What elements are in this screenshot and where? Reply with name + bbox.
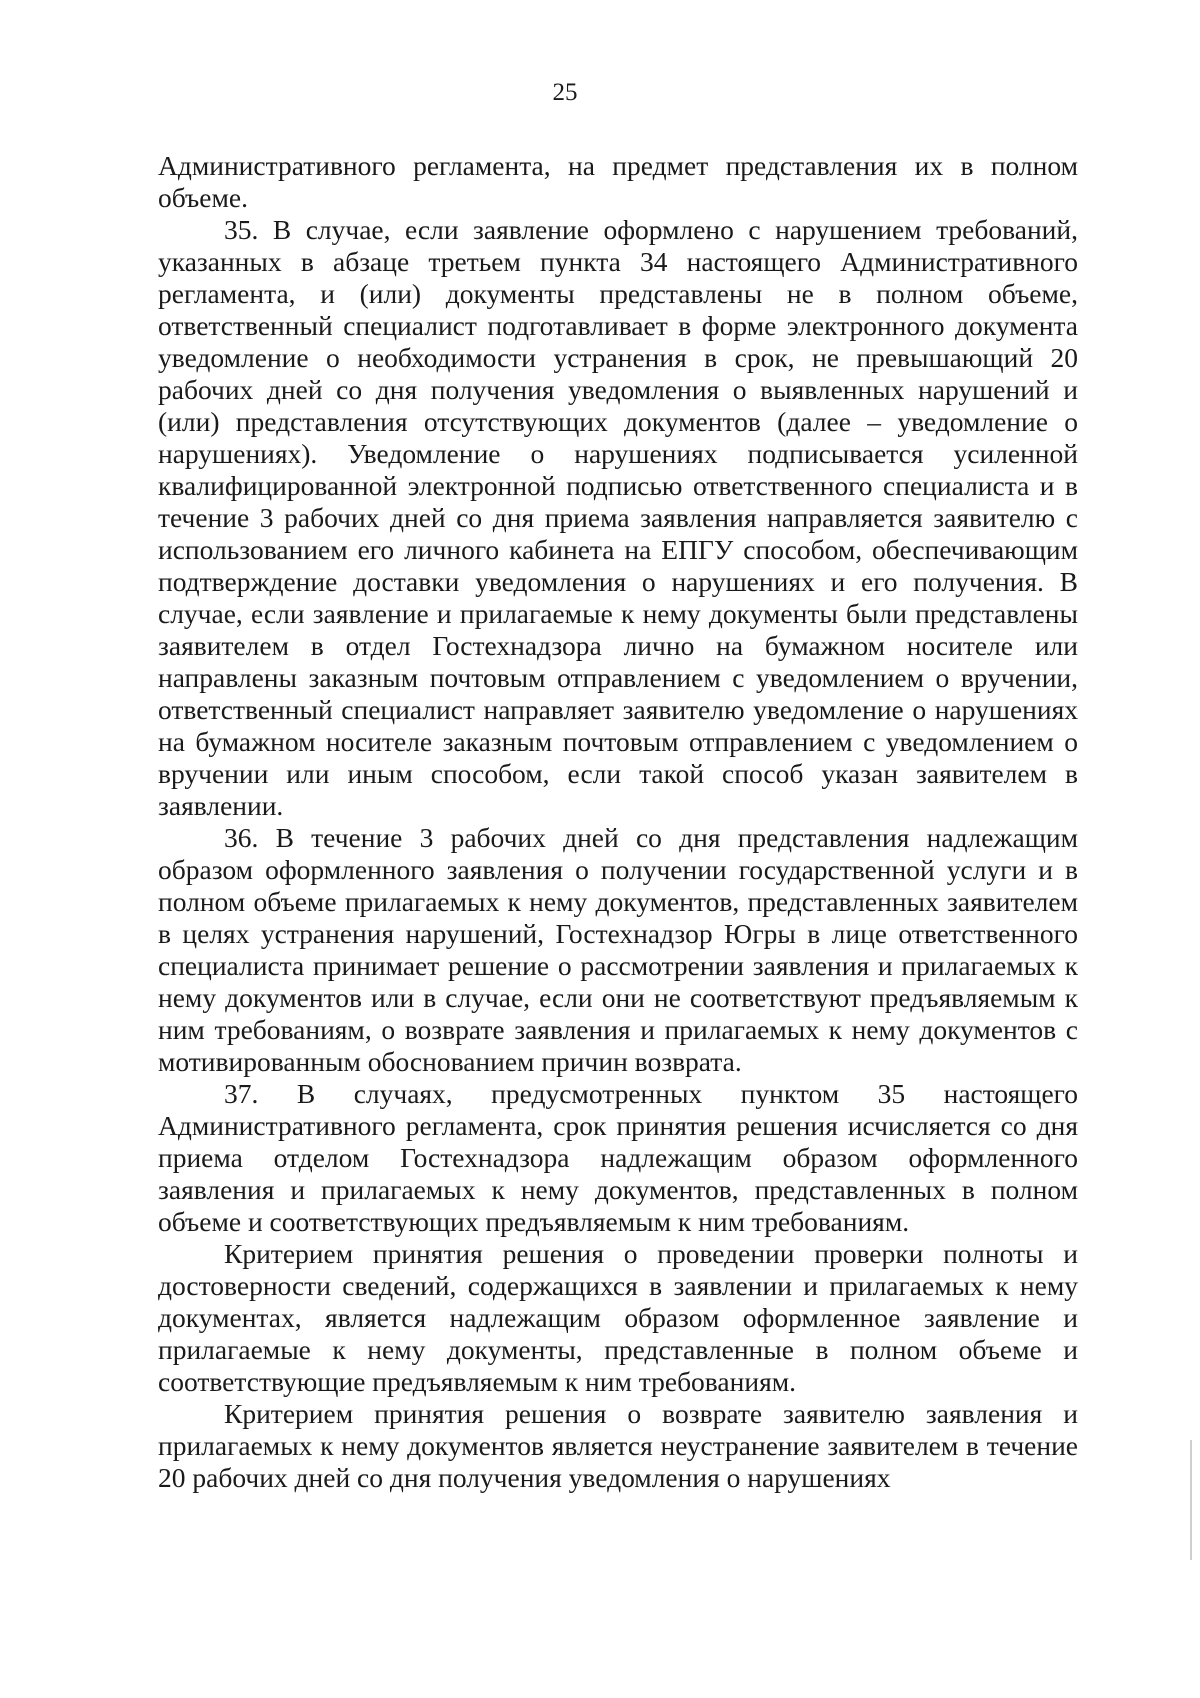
document-body	[158, 150, 1078, 1494]
page-number: 25	[552, 79, 578, 106]
paragraph-37: 37. В случаях, предусмотренных пунктом 35 настоящего Административного регламента, срок принятия решения исчисляется со дня приема отделом Гостехнадзора надлежащим образом оформленного заявления и прилагаемых к нему документов, представленных в полном объеме и соответствующих предъявляемым к ним требованиям.	[158, 1078, 1078, 1237]
paragraph-criterion-return: Критерием принятия решения о возврате заявителю заявления и прилагаемых к нему документов является неустранение заявителем в течение 20 рабочих дней со дня получения уведомления о нарушениях	[158, 1398, 1078, 1493]
paragraph-criterion-verification: Критерием принятия решения о проведении проверки полноты и достоверности сведений, содержащихся в заявлении и прилагаемых к нему документах, является надлежащим образом оформленное заявление и прилагаемые к нему документы, представленные в полном объеме и соответствующие предъявляемым к ним требованиям.	[158, 1238, 1078, 1397]
paragraph-35: 35. В случае, если заявление оформлено с нарушением требований, указанных в абзаце третьем пункта 34 настоящего Административного регламента, и (или) документы представлены не в полном объеме, ответственный специалист подготавливает в форме электронного документа уведомление о необходимости устранения в срок, не превышающий 20 рабочих дней со дня получения уведомления о выявленных нарушений и (или) представления отсутствующих документов (далее – уведомление о нарушениях). Уведомление о нарушениях подписывается усиленной квалифицированной электронной подписью ответственного специалиста и в течение 3 рабочих дней со дня приема заявления направляется заявителю с использованием его личного кабинета на ЕПГУ способом, обеспечивающим подтверждение доставки уведомления о нарушениях и его получения. В случае, если заявление и прилагаемые к нему документы были представлены заявителем в отдел Гостехнадзора лично на бумажном носителе или направлены заказным почтовым отправлением с уведомлением о вручении, ответственный специалист направляет заявителю уведомление о нарушениях на бумажном носителе заказным почтовым отправлением с уведомлением о вручении или иным способом, если такой способ указан заявителем в заявлении.	[158, 214, 1078, 821]
scan-edge-mark	[1190, 1440, 1192, 1560]
paragraph-continuation: Административного регламента, на предмет представления их в полном объеме.	[158, 150, 1078, 213]
paragraph-36: 36. В течение 3 рабочих дней со дня представления надлежащим образом оформленного заявления о получении государственной услуги и в полном объеме прилагаемых к нему документов, представленных заявителем в целях устранения нарушений, Гостехнадзор Югры в лице ответственного специалиста принимает решение о рассмотрении заявления и прилагаемых к нему документов или в случае, если они не соответствуют предъявляемым к ним требованиям, о возврате заявления и прилагаемых к нему документов с мотивированным обоснованием причин возврата.	[158, 822, 1078, 1077]
